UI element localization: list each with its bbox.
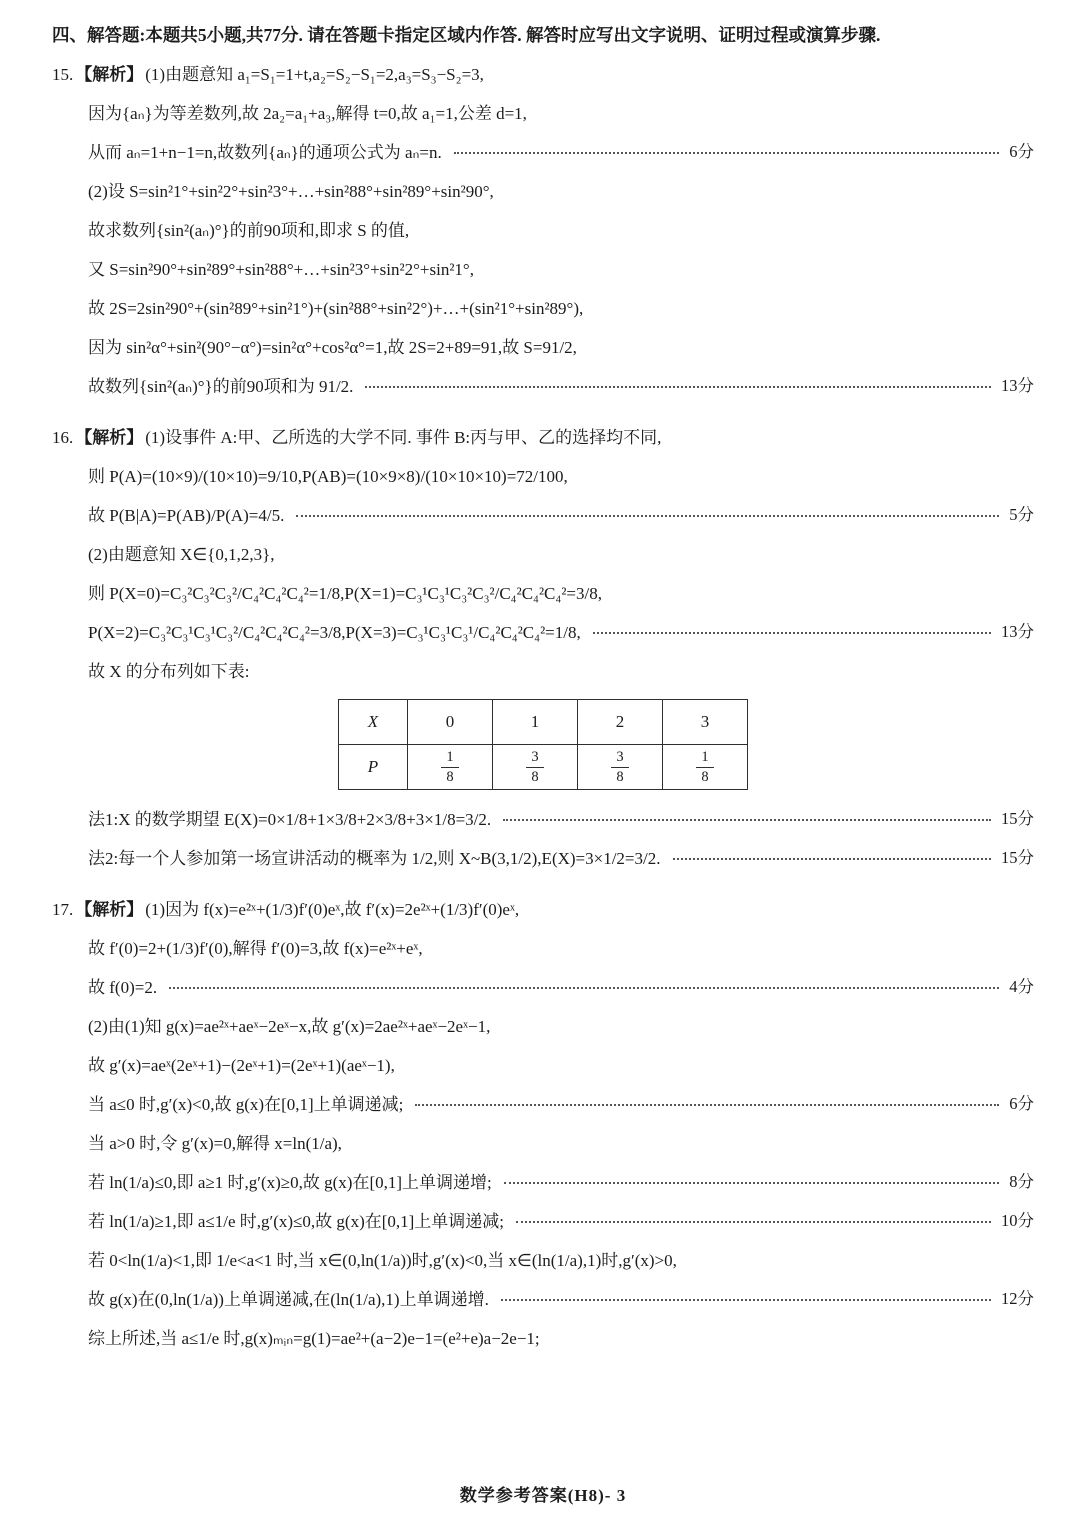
score-label: 6分: [1009, 1094, 1034, 1114]
dotted-leader: [454, 151, 1000, 154]
footer-text: 数学参考答案(H8)- 3: [459, 1486, 627, 1505]
dotted-leader: [415, 1103, 999, 1106]
dotted-leader: [169, 986, 999, 989]
line-text: 若 ln(1/a)≥1,即 a≤1/e 时,g′(x)≤0,故 g(x)在[0,1]上单调递减;: [88, 1211, 505, 1231]
line-text: 则 P(X=0)=C₃²C₃²C₃²/C₄²C₄²C₄²=1/8,P(X=1)=C₃¹C₃¹C₃²C₃²/C₄²C₄²C₄²=3/8,: [88, 583, 602, 603]
solution-line: [52, 1202, 1034, 1241]
fraction-denominator: 8: [446, 768, 454, 785]
section-four-header: 四、解答题:本题共5小题,共77分. 请在答题卡指定区域内作答. 解答时应写出文字说明、证明过程或演算步骤.: [52, 25, 881, 45]
solution-line: [52, 250, 1034, 289]
dotted-leader: [296, 514, 999, 517]
fraction-denominator: 8: [616, 768, 624, 785]
solution-line: [52, 1163, 1034, 1202]
line-text: 故 2S=2sin²90°+(sin²89°+sin²1°)+(sin²88°+sin²2°)+…+(sin²1°+sin²89°),: [88, 298, 584, 318]
solution-line: [52, 94, 1034, 133]
solution-section: [52, 418, 1034, 878]
table-row: [339, 700, 748, 745]
solution-line: [52, 1241, 1034, 1280]
line-text: (1)因为 f(x)=e²ˣ+(1/3)f′(0)eˣ,故 f′(x)=2e²ˣ+(1/3)f′(0)eˣ,: [145, 899, 520, 919]
line-text: 故 g(x)在(0,ln(1/a))上单调递减,在(ln(1/a),1)上单调递增.: [88, 1289, 489, 1309]
line-text: 因为{aₙ}为等差数列,故 2a₂=a₁+a₃,解得 t=0,故 a₁=1,公差 d=1,: [88, 103, 527, 123]
solution-line: [52, 574, 1034, 613]
fraction-numerator: 1: [441, 749, 458, 768]
solution-line: [52, 1007, 1034, 1046]
score-label: 8分: [1009, 1172, 1034, 1192]
score-label: 15分: [1001, 809, 1034, 829]
score-label: 4分: [1009, 977, 1034, 997]
table-cell: [493, 745, 578, 790]
line-text: (2)设 S=sin²1°+sin²2°+sin²3°+…+sin²88°+sin²89°+sin²90°,: [88, 181, 494, 201]
score-label: 15分: [1001, 848, 1034, 868]
table-cell: 1: [493, 700, 578, 745]
score-label: 13分: [1001, 622, 1034, 642]
problem-number: 17.: [52, 899, 74, 919]
solution-line: [52, 1085, 1034, 1124]
score-label: 13分: [1001, 376, 1034, 396]
solution-line: [52, 55, 1034, 94]
line-text: (1)设事件 A:甲、乙所选的大学不同. 事件 B:丙与甲、乙的选择均不同,: [145, 427, 662, 447]
solution-line: [52, 1319, 1034, 1358]
line-text: 因为 sin²α°+sin²(90°−α°)=sin²α°+cos²α°=1,故 2S=2+89=91,故 S=91/2,: [88, 337, 577, 357]
score-label: 6分: [1009, 142, 1034, 162]
solution-line: [52, 418, 1034, 457]
table-cell: [578, 745, 663, 790]
line-text: (1)由题意知 a₁=S₁=1+t,a₂=S₂−S₁=2,a₃=S₃−S₂=3,: [145, 64, 484, 84]
line-text: 当 a>0 时,令 g′(x)=0,解得 x=ln(1/a),: [88, 1133, 342, 1153]
line-text: 故数列{sin²(aₙ)°}的前90项和为 91/2.: [88, 376, 354, 396]
line-text: 故求数列{sin²(aₙ)°}的前90项和,即求 S 的值,: [88, 220, 410, 240]
dotted-leader: [365, 385, 991, 388]
line-text: 综上所述,当 a≤1/e 时,g(x)ₘᵢₙ=g(1)=ae²+(a−2)e−1=(e²+e)a−2e−1;: [88, 1328, 540, 1348]
line-text: P(X=2)=C₃²C₃¹C₃¹C₃²/C₄²C₄²C₄²=3/8,P(X=3)=C₃¹C₃¹C₃¹/C₄²C₄²C₄²=1/8,: [88, 622, 581, 642]
solution-line: [52, 211, 1034, 250]
line-text: (2)由题意知 X∈{0,1,2,3},: [88, 544, 275, 564]
solution-line: [52, 496, 1034, 535]
line-text: 法2:每一个人参加第一场宣讲活动的概率为 1/2,则 X~B(3,1/2),E(X)=3×1/2=3/2.: [88, 848, 661, 868]
fraction: [441, 749, 458, 785]
table-cell: [408, 745, 493, 790]
solution-line: [52, 890, 1034, 929]
solution-line: [52, 328, 1034, 367]
solution-line: [52, 929, 1034, 968]
distribution-table: [338, 699, 748, 790]
problem-number: 16.: [52, 427, 74, 447]
solution-line: [52, 968, 1034, 1007]
solution-line: [52, 1124, 1034, 1163]
fraction-denominator: 8: [531, 768, 539, 785]
solution-line: [52, 457, 1034, 496]
fraction: [611, 749, 628, 785]
dotted-leader: [593, 631, 991, 634]
line-text: 法1:X 的数学期望 E(X)=0×1/8+1×3/8+2×3/8+3×1/8=3/2.: [88, 809, 492, 829]
analysis-tag: 【解析】: [75, 64, 144, 84]
line-text: 故 X 的分布列如下表:: [88, 661, 250, 681]
line-text: 又 S=sin²90°+sin²89°+sin²88°+…+sin²3°+sin²2°+sin²1°,: [88, 259, 474, 279]
fraction-denominator: 8: [701, 768, 709, 785]
fraction-numerator: 3: [526, 749, 543, 768]
solution-line: [52, 367, 1034, 406]
line-text: 若 0<ln(1/a)<1,即 1/e<a<1 时,当 x∈(0,ln(1/a))时,g′(x)<0,当 x∈(ln(1/a),1)时,g′(x)>0,: [88, 1250, 677, 1270]
line-text: (2)由(1)知 g(x)=ae²ˣ+aeˣ−2eˣ−x,故 g′(x)=2ae²ˣ+aeˣ−2eˣ−1,: [88, 1016, 491, 1036]
solution-line: [52, 652, 1034, 691]
solution-line: [52, 839, 1034, 878]
table-row: [339, 745, 748, 790]
fraction: [526, 749, 543, 785]
line-text: 故 f′(0)=2+(1/3)f′(0),解得 f′(0)=3,故 f(x)=e²ˣ+eˣ,: [88, 938, 423, 958]
line-text: 从而 aₙ=1+n−1=n,故数列{aₙ}的通项公式为 aₙ=n.: [88, 142, 442, 162]
dotted-leader: [673, 857, 992, 860]
dotted-leader: [516, 1220, 991, 1223]
table-cell: P: [339, 745, 408, 790]
dotted-leader: [501, 1298, 991, 1301]
table-cell: 3: [663, 700, 748, 745]
line-text: 则 P(A)=(10×9)/(10×10)=9/10,P(AB)=(10×9×8)/(10×10×10)=72/100,: [88, 466, 568, 486]
dotted-leader: [503, 818, 991, 821]
solution-line: [52, 535, 1034, 574]
line-text: 当 a≤0 时,g′(x)<0,故 g(x)在[0,1]上单调递减;: [88, 1094, 404, 1114]
fraction: [696, 749, 713, 785]
solution-section: [52, 55, 1034, 406]
table-cell: [663, 745, 748, 790]
analysis-tag: 【解析】: [75, 899, 144, 919]
table-cell: X: [339, 700, 408, 745]
line-text: 故 P(B|A)=P(AB)/P(A)=4/5.: [88, 505, 285, 525]
line-text: 故 f(0)=2.: [88, 977, 158, 997]
solution-line: [52, 1046, 1034, 1085]
score-label: 5分: [1009, 505, 1034, 525]
line-text: 故 g′(x)=aeˣ(2eˣ+1)−(2eˣ+1)=(2eˣ+1)(aeˣ−1),: [88, 1055, 395, 1075]
table-cell: 0: [408, 700, 493, 745]
solution-line: [52, 800, 1034, 839]
dotted-leader: [504, 1181, 999, 1184]
problem-number: 15.: [52, 64, 74, 84]
solution-section: [52, 890, 1034, 1358]
solution-line: [52, 1280, 1034, 1319]
fraction-numerator: 1: [696, 749, 713, 768]
score-label: 12分: [1001, 1289, 1034, 1309]
solution-line: [52, 133, 1034, 172]
table-cell: 2: [578, 700, 663, 745]
analysis-tag: 【解析】: [75, 427, 144, 447]
solution-line: [52, 289, 1034, 328]
solutions: [52, 55, 1034, 1370]
fraction-numerator: 3: [611, 749, 628, 768]
line-text: 若 ln(1/a)≤0,即 a≥1 时,g′(x)≥0,故 g(x)在[0,1]上单调递增;: [88, 1172, 492, 1192]
solution-line: [52, 172, 1034, 211]
solution-line: [52, 613, 1034, 652]
score-label: 10分: [1001, 1211, 1034, 1231]
